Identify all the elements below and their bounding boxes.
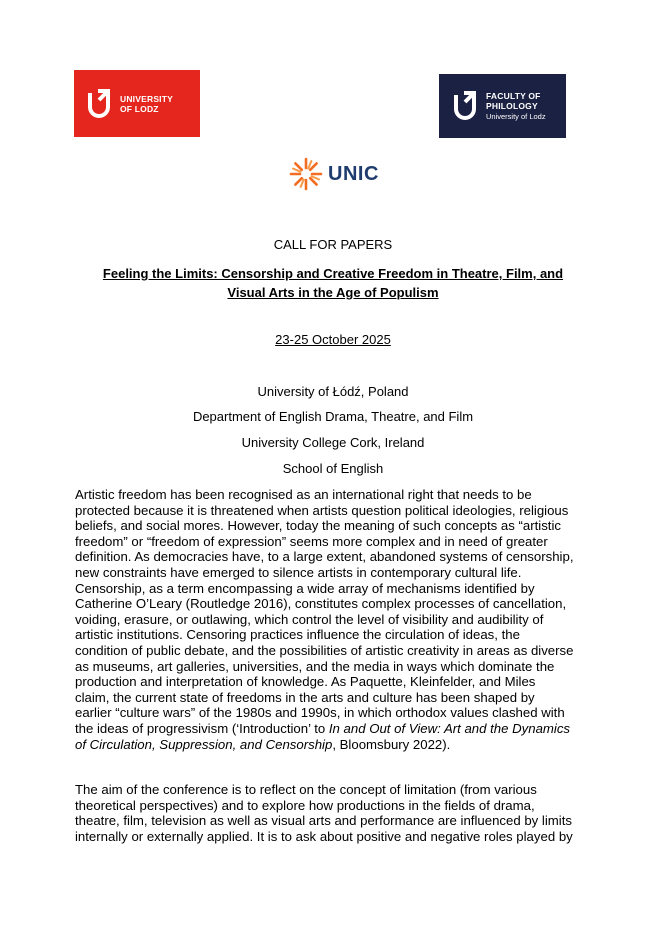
call-for-papers-heading: CALL FOR PAPERS [273, 237, 393, 252]
text-line: condition of public debate, and the possibilities of artistic creativity in areas as diverse [75, 642, 574, 658]
unic-logo [289, 157, 379, 191]
faculty-u-arrow-icon [452, 89, 478, 123]
logo-line2: OF LODZ [120, 103, 159, 114]
logo-line2: PHILOLOGY [486, 100, 538, 111]
institution-1: University of Łódź, Poland [257, 384, 409, 399]
text-line: The aim of the conference is to reflect on the concept of limitation (from various [75, 782, 537, 797]
text-line: definition. As democracies have, to a large extent, abandoned systems of censorship, [75, 549, 574, 565]
university-of-lodz-logo [74, 70, 200, 137]
text-line: claim, the current state of freedoms in the arts and culture has been shaped by [75, 689, 535, 705]
italic-title-part-1: In and Out of View: Art and the Dynamics [328, 720, 571, 736]
title-line-2: Visual Arts in the Age of Populism [227, 285, 439, 300]
unic-wordmark: UNIC [328, 162, 379, 185]
text-line: production and interpretation of knowledge. As Paquette, Kleinfelder, and Miles [75, 674, 536, 690]
text-line [75, 721, 595, 737]
italic-title-part-2: of Circulation, Suppression, and Censorship [75, 736, 333, 752]
title-line-1: Feeling the Limits: Censorship and Creative Freedom in Theatre, Film, and [102, 266, 564, 281]
text-line: new constraints have emerged to silence artists in contemporary cultural life. [75, 564, 522, 580]
text-line [75, 737, 595, 753]
text-line: voiding, erasure, or outlawing, which control the level of visibility and audibility of [75, 611, 544, 627]
text-line: theoretical perspectives) and to explore how productions in the fields of drama, [75, 797, 535, 813]
unic-sunburst-icon [289, 157, 323, 191]
text-line: theatre, film, television as well as visual arts and performance are influenced by limits [75, 813, 572, 829]
institution-4: School of English [282, 461, 384, 476]
text-line: earlier “culture wars” of the 1980s and 1990s, in which orthodox values clashed with [75, 705, 565, 721]
text-line: beliefs, and social mores. However, today the meaning of such concepts as “artistic [75, 518, 561, 534]
logo-line1: FACULTY OF [486, 90, 541, 101]
text-run: the ideas of progressivism (‘Introduction’ to [75, 720, 329, 736]
text-line: Catherine O’Leary (Routledge 2016), constitutes complex processes of cancellation, [75, 596, 567, 612]
text-line: freedom” or “freedom of expression” seems more complex and in need of greater [75, 533, 548, 549]
text-line: artistic institutions. Censoring practices influence the circulation of ideas, the [75, 627, 520, 643]
text-run: , Bloomsbury 2022). [332, 736, 451, 752]
institution-2: Department of English Drama, Theatre, and Film [192, 409, 474, 424]
conference-dates: 23-25 October 2025 [275, 332, 391, 347]
text-line: internally or externally applied. It is to ask about positive and negative roles played by [75, 828, 573, 844]
logo-line1: UNIVERSITY [120, 93, 174, 104]
text-line: Artistic freedom has been recognised as an international right that needs to be [75, 487, 532, 502]
logo-line3: University of Lodz [486, 111, 546, 121]
faculty-of-philology-logo [439, 74, 566, 138]
institution-3: University College Cork, Ireland [241, 435, 425, 450]
text-line: protected because it is threatened when artists question political ideologies, religious [75, 502, 569, 518]
body-paragraph-2 [75, 782, 595, 844]
text-line: Censorship, as a term encompassing a wide array of mechanisms identified by [75, 580, 535, 596]
body-paragraph-1 [75, 487, 595, 752]
conference-title [0, 264, 666, 302]
text-line: as museums, art galleries, universities, and the media in ways which dominate the [75, 658, 555, 674]
university-u-arrow-icon [86, 87, 112, 121]
